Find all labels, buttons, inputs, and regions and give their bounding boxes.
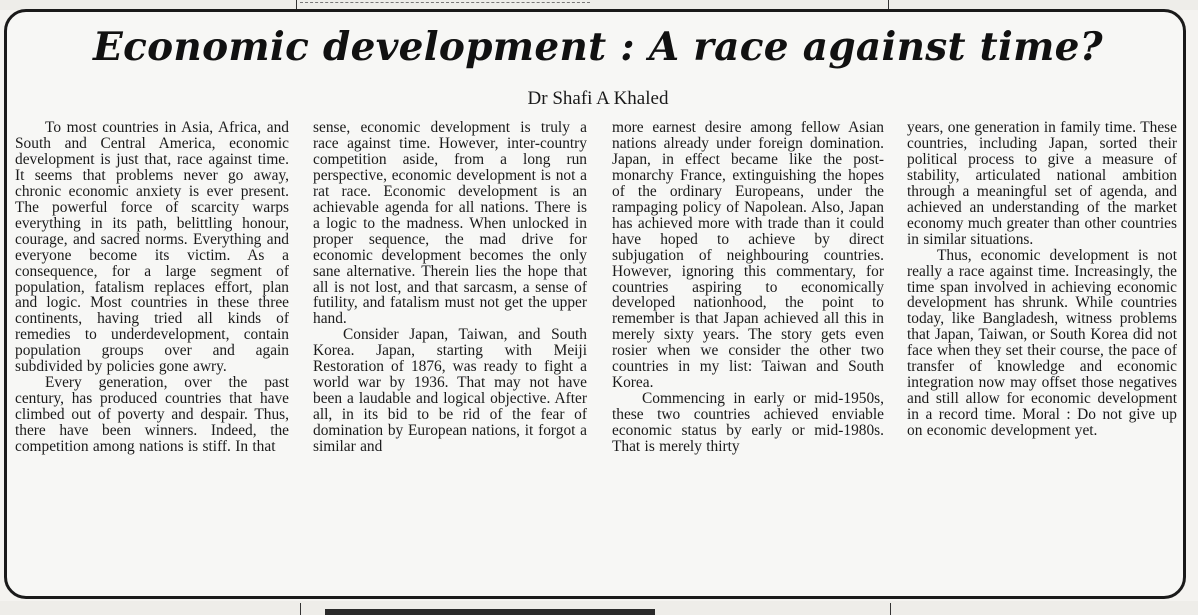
text-column-2	[313, 120, 587, 600]
paragraph: years, one generation in family time. These countries, including Japan, sorted their political process to give a measure of stability, articulated national ambition through a meaningful set of agenda, and achieved an understanding of the market economy much greater than other countries in similar situations.	[907, 120, 1177, 248]
article-box	[4, 9, 1186, 599]
text-column-4	[907, 120, 1177, 600]
paragraph: Commencing in early or mid-1950s, these two countries achieved enviable economic status by early or mid-1980s. That is merely thirty	[612, 390, 884, 456]
cropped-text-fragment	[300, 0, 590, 3]
paragraph: Every generation, over the past century, has produced countries that have climbed out of poverty and despair. Thus, there have been winners. Indeed, the competition among nations is stiff. In that	[15, 374, 289, 456]
bottom-page-strip	[0, 601, 1198, 615]
paragraph: Consider Japan, Taiwan, and South Korea. Japan, starting with Meiji Restoration of 1876, was ready to fight a world war by 1936. That may not have been a laudable and logical objective. After all, in its bid to be rid of the fear of domination by European nations, it forgot a similar and	[313, 326, 587, 456]
paragraph: sense, economic development is truly a race against time. However, inter-country competition aside, from a long run perspective, economic development is not a rat race. Economic development is an achievable agenda for all nations. There is a logic to the madness. When unlocked in proper sequence, the mad drive for economic development becomes the only sane alternative. Therein lies the hope that all is not lost, and that sarcasm, a sense of futility, and fatalism must not get the upper hand.	[313, 120, 587, 328]
article-byline: Dr Shafi A Khaled	[527, 88, 669, 109]
paragraph: To most countries in Asia, Africa, and South and Central America, economic development is just that, race against time. It seems that problems never go away, chronic economic anxiety is ever present. The powerful force of scarcity warps everything in its path, belittling honour, courage, and sacred norms. Everything and everyone become its victim. As a consequence, for a large segment of population, fatalism replaces effort, plan and logic. Most countries in these three continents, having tried all kinds of remedies to underdevelopment, contain population groups over and again subdivided by policies gone awry.	[15, 120, 289, 376]
text-column-3	[612, 120, 884, 600]
column-rule	[300, 603, 301, 615]
column-rule	[890, 603, 891, 615]
paragraph: more earnest desire among fellow Asian nations already under foreign domination. Japan, in effect became like the post-monarchy France, extinguishing the hopes of the ordinary Europeans, under the rampaging policy of Napolean. Also, Japan has achieved more with trade than it could have hoped to achieve by direct subjugation of neighbouring countries. However, ignoring this commentary, for countries aspiring to economically developed nationhood, the point to remember is that Japan achieved all this in merely sixty years. The story gets even rosier when we consider the other two countries in my list: Taiwan and South Korea.	[612, 120, 884, 392]
article-headline: Economic development : A race against time?	[93, 24, 1103, 70]
paragraph: Thus, economic development is not really a race against time. Increasingly, the time span involved in achieving economic development has shrunk. While countries today, like Bangladesh, witness problems that Japan, Taiwan, or South Korea did not face when they set their course, the pace of transfer of knowledge and economic integration now may offset those negatives and still allow for economic development in a record time. Moral : Do not give up on economic development yet.	[907, 246, 1177, 440]
cropped-headline-fragment	[325, 609, 655, 615]
text-column-1	[15, 120, 289, 600]
